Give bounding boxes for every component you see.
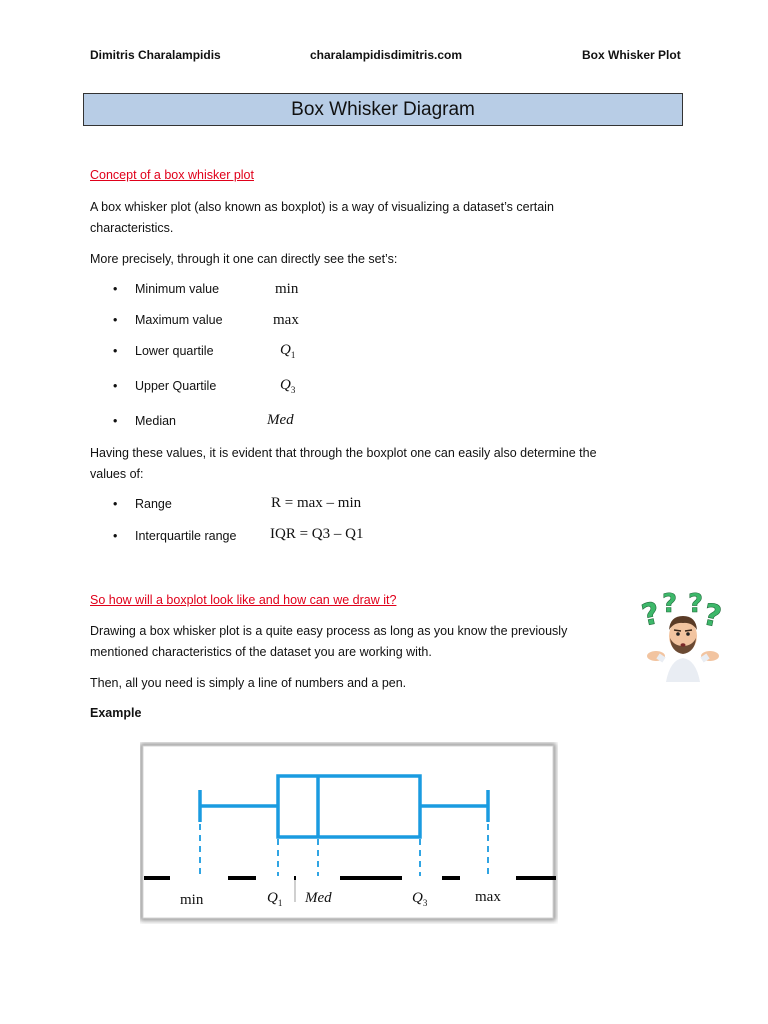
svg-text:?: ?	[688, 590, 704, 619]
symbol-q3: $Q_3$	[280, 377, 296, 395]
symbol-max: max	[273, 312, 299, 328]
label-q3: $Q_3$	[412, 890, 428, 908]
label-max: max	[475, 889, 501, 905]
bullet-dot: •	[113, 414, 118, 428]
bullet-dot: •	[113, 379, 118, 393]
label-med: Med	[305, 890, 332, 906]
svg-text:?: ?	[700, 597, 725, 636]
bullet-dot: •	[113, 529, 118, 543]
section-heading-concept: Concept of a box whisker plot	[90, 168, 254, 182]
confused-man-illustration	[640, 590, 726, 682]
header-author: Dimitris Charalampidis	[90, 48, 221, 62]
title-box	[83, 93, 683, 126]
svg-text:?: ?	[640, 595, 663, 634]
header-site: charalampidisdimitris.com	[310, 48, 463, 62]
intro-line-1: A box whisker plot (also known as boxplot) is a way of visualizing a dataset’s certain	[90, 200, 554, 214]
label-min: min	[180, 892, 204, 908]
example-label: Example	[90, 706, 142, 720]
howto-line-1: Drawing a box whisker plot is a quite easy process as long as you know the previously	[90, 624, 568, 638]
symbol-median: Med	[267, 412, 294, 428]
formula-range: R = max – min	[271, 495, 362, 511]
symbol-min: min	[275, 281, 299, 297]
bullet-dot: •	[113, 344, 118, 358]
formula-iqr: IQR = Q3 – Q1	[270, 526, 364, 542]
symbol-q1: $Q_1$	[280, 342, 296, 360]
lead-text: More precisely, through it one can directly see the set’s:	[90, 252, 398, 266]
howto-line-3: Then, all you need is simply a line of numbers and a pen.	[90, 676, 407, 690]
bullet-label-iqr: Interquartile range	[135, 529, 237, 543]
bullet-label-range: Range	[135, 497, 172, 511]
bullet-label-median: Median	[135, 414, 176, 428]
having-line-1: Having these values, it is evident that through the boxplot one can easily also determine the	[90, 446, 597, 460]
bullet-label-min: Minimum value	[135, 282, 220, 296]
bullet-label-q3: Upper Quartile	[135, 379, 217, 393]
section-heading-howto: So how will a boxplot look like and how can we draw it?	[90, 593, 397, 607]
header-topic: Box Whisker Plot	[582, 48, 681, 62]
intro-line-2: characteristics.	[90, 221, 174, 235]
boxplot-diagram	[140, 742, 558, 924]
bullet-dot: •	[113, 282, 118, 296]
howto-line-2: mentioned characteristics of the dataset you are working with.	[90, 645, 432, 659]
svg-text:?: ?	[662, 590, 678, 619]
label-q1: $Q_1$	[267, 890, 283, 908]
bullet-label-q1: Lower quartile	[135, 344, 214, 358]
having-line-2: values of:	[90, 467, 144, 481]
page-title: Box Whisker Diagram	[291, 98, 475, 120]
bullet-dot: •	[113, 313, 118, 327]
bullet-label-max: Maximum value	[135, 313, 223, 327]
bullet-dot: •	[113, 497, 118, 511]
